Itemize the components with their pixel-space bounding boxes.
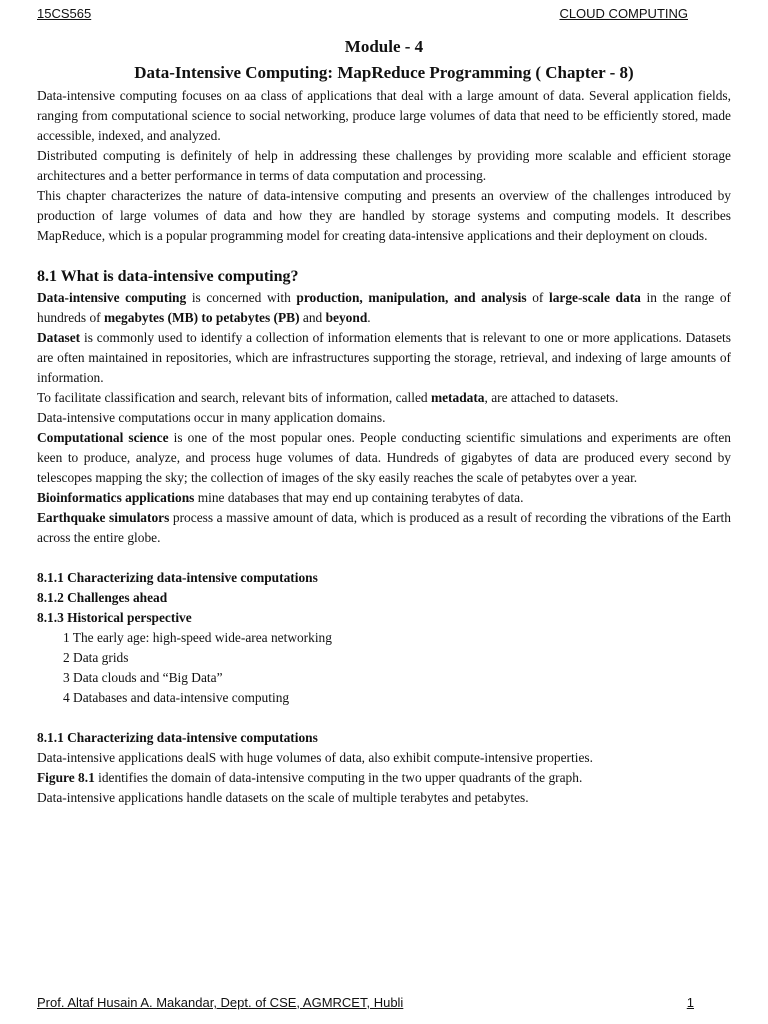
term-metadata: metadata	[430, 390, 485, 405]
term-dataset: Dataset	[37, 330, 81, 345]
toc-heading-8-1-1: 8.1.1 Characterizing data-intensive computations	[37, 570, 318, 585]
term-bioinformatics: Bioinformatics applications	[37, 490, 195, 505]
term-earthquake-simulators: Earthquake simulators	[37, 510, 170, 525]
intro-paragraph-1: Data-intensive computing focuses on aa class of applications that deal with a large amount of data. Several application fields, ranging from computational science to social networking, produce large volumes of data that need to be efficiently stored, made accessible, indexed, and analyzed.	[37, 88, 731, 143]
toc-list-item: 4 Databases and data-intensive computing	[63, 690, 290, 705]
domains-paragraph: Data-intensive computations occur in many application domains.	[37, 410, 386, 425]
term-data-intensive-computing: Data-intensive computing	[37, 290, 187, 305]
toc-list-item: 2 Data grids	[63, 650, 129, 665]
toc-list-item: 3 Data clouds and “Big Data”	[63, 670, 223, 685]
computational-science-paragraph: Computational science is one of the most popular ones. People conducting scientific simulations and experiments are often keen to produce, analyze, and process huge volumes of data. Hundreds of gigabytes of data are produced every second by telescopes mapping the sky; the collection of images of the sky easily reaches the scale of petabytes over a year.	[37, 430, 731, 485]
section-8-1-1-heading: 8.1.1 Characterizing data-intensive computations	[37, 730, 318, 745]
page-number: 1	[686, 995, 694, 1010]
earthquake-paragraph: Earthquake simulators process a massive amount of data, which is produced as a result of recording the vibrations of the Earth across the entire globe.	[37, 510, 731, 545]
intro-paragraph-3: This chapter characterizes the nature of data-intensive computing and presents an overview of the challenges introduced by production of large volumes of data and how they are handled by storage systems and computing models. It describes MapReduce, which is a popular programming model for creating data-intensive applications and their deployment on clouds.	[37, 188, 731, 243]
dataset-paragraph: Dataset is commonly used to identify a collection of information elements that is relevant to one or more applications. Datasets are often maintained in repositories, which are infrastructures supporting the storage, retrieval, and indexing of large amounts of information.	[37, 330, 731, 385]
module-title: Module - 4	[344, 37, 424, 56]
section-8-1-1-paragraph-2: Figure 8.1 identifies the domain of data-intensive computing in the two upper quadrants of the graph.	[37, 770, 583, 785]
page-footer	[37, 995, 694, 1010]
toc-heading-8-1-2: 8.1.2 Challenges ahead	[37, 590, 168, 605]
section-8-1-1-paragraph-3: Data-intensive applications handle datasets on the scale of multiple terabytes and petabytes.	[37, 790, 529, 805]
toc-list-item: 1 The early age: high-speed wide-area networking	[63, 630, 332, 645]
chapter-title: Data-Intensive Computing: MapReduce Programming ( Chapter - 8)	[134, 63, 634, 82]
toc-heading-8-1-3: 8.1.3 Historical perspective	[37, 610, 192, 625]
bioinformatics-paragraph: Bioinformatics applications mine databases that may end up containing terabytes of data.	[37, 490, 524, 505]
page-content	[37, 36, 731, 808]
figure-reference: Figure 8.1	[37, 770, 95, 785]
definition-paragraph: Data-intensive computing is concerned with production, manipulation, and analysis of large-scale data in the range of hundreds of megabytes (MB) to petabytes (PB) and beyond.	[37, 290, 731, 325]
footer-author: Prof. Altaf Husain A. Makandar, Dept. of CSE, AGMRCET, Hubli	[37, 995, 404, 1010]
section-8-1-1-paragraph-1: Data-intensive applications dealS with huge volumes of data, also exhibit compute-intensive properties.	[37, 750, 593, 765]
header-course-code: 15CS565	[37, 6, 92, 21]
section-8-1-heading: 8.1 What is data-intensive computing?	[37, 268, 299, 285]
term-computational-science: Computational science	[37, 430, 169, 445]
intro-paragraph-2: Distributed computing is definitely of help in addressing these challenges by providing more scalable and efficient storage architectures and a better performance in terms of data computation and processing.	[37, 148, 731, 183]
header-course-title: CLOUD COMPUTING	[559, 6, 688, 21]
metadata-paragraph: To facilitate classification and search, relevant bits of information, called metadata, are attached to datasets.	[37, 390, 619, 405]
